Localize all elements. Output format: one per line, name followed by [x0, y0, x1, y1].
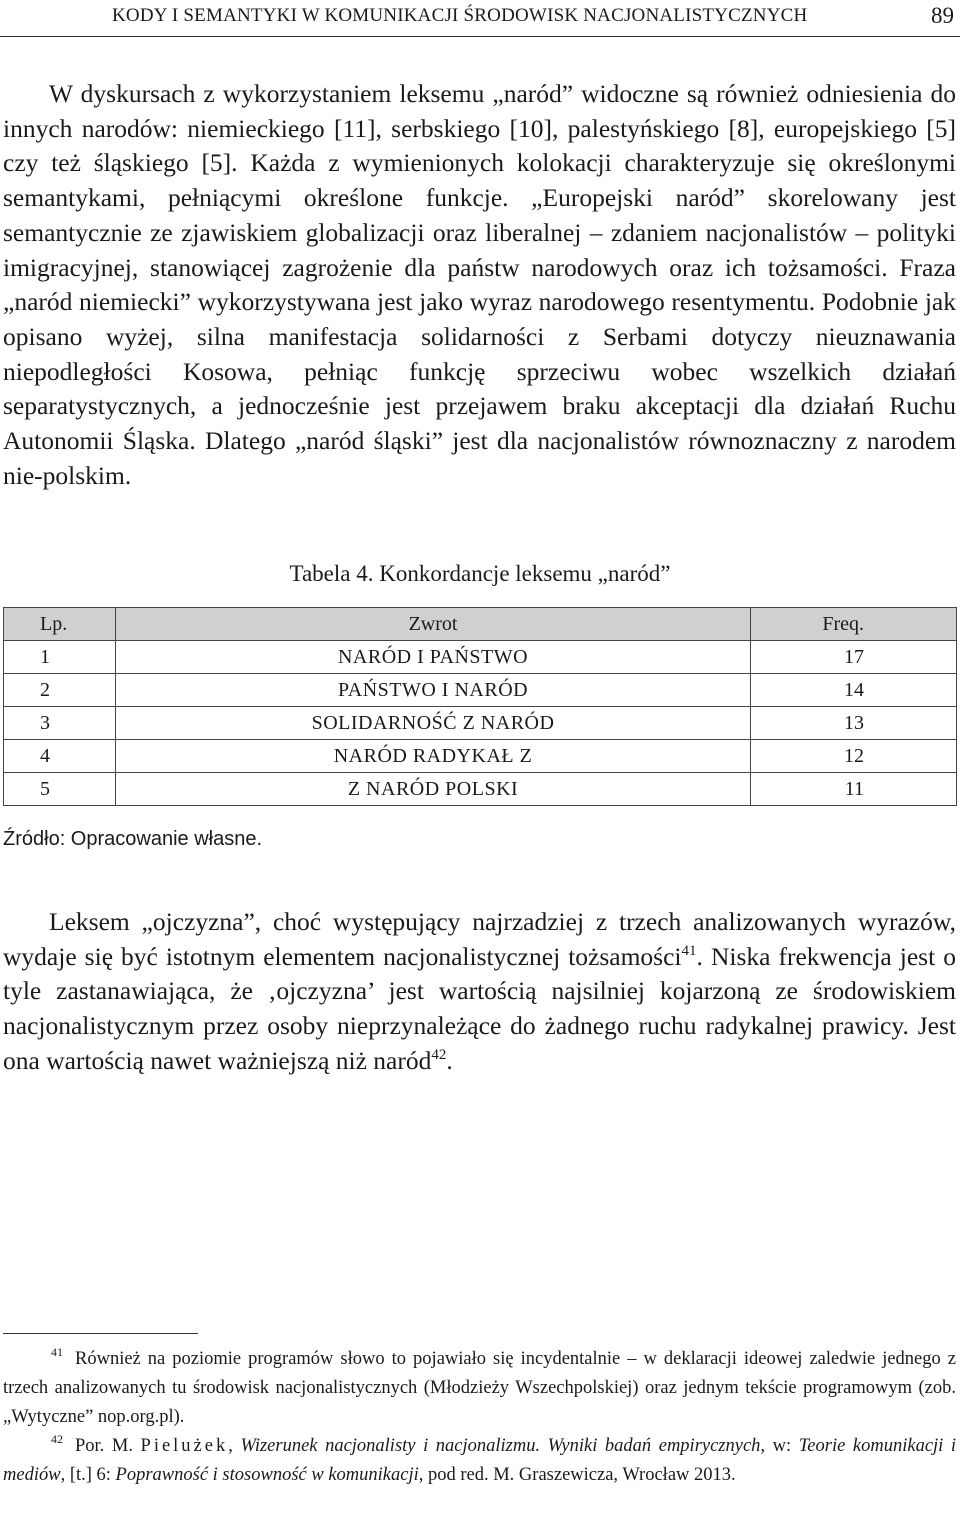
page-number: 89	[931, 3, 954, 28]
footnote-42-rest: , pod red. M. Graszewicza, Wrocław 2013.	[418, 1465, 736, 1485]
footnote-41-text: Również na poziomie programów słowo to pojawiało się incydentalnie – w deklaracji ideowej zaledwie jednego z trzech analizowanych tu środowisk nacjonalistycznych (Młodzieży Wszechpolskiej) oraz jednym tekście programowym (zob. „Wytyczne” nop.org.pl).	[3, 1349, 956, 1427]
paragraph-2-text-b: . Niska frekwencja jest o tyle zastanawiająca, że ‚ojczyzna’ jest wartością najsilniej kojarzoną ze środowiskiem nacjonalistycznym przez osoby nieprzynależące do żadnego ruchu radykalnej prawicy. Jest ona wartością nawet ważniejszą niż naród	[3, 941, 956, 1075]
table-row	[4, 740, 957, 773]
column-header-zwrot: Zwrot	[115, 608, 750, 641]
column-header-lp: Lp.	[4, 608, 116, 641]
concordance-table	[3, 607, 957, 806]
table-source: Źródło: Opracowanie własne.	[3, 828, 263, 850]
footnote-42-title: Wizerunek nacjonalisty i nacjonalizmu. Wyniki badań empirycznych	[240, 1436, 761, 1456]
running-header	[0, 0, 960, 37]
cell-freq: 12	[751, 740, 957, 773]
footnote-separator	[3, 1333, 198, 1334]
footnote-42-author: Pielużek	[140, 1436, 229, 1456]
cell-zwrot: PAŃSTWO I NARÓD	[115, 674, 750, 707]
paragraph-2-text-a: Leksem „ojczyzna”, choć występujący najrzadziej z trzech analizowanych wyrazów, wydaje się być istotnym elementem nacjonalistycznej tożsamości	[3, 907, 956, 971]
body-paragraph-2	[3, 905, 956, 1079]
footnote-41: 41 Również na poziomie programów słowo to pojawiało się incydentalnie – w deklaracji ideowej zaledwie jednego z trzech analizowanych tu środowisk nacjonalistycznych (Młodzieży Wszechpolskiej) oraz jednym tekście programowym (zob. „Wytyczne” nop.org.pl).	[3, 1345, 956, 1427]
footnote-ref-42[interactable]: 42	[431, 1046, 447, 1063]
footnote-ref-41[interactable]: 41	[681, 942, 697, 959]
cell-zwrot: NARÓD I PAŃSTWO	[115, 641, 750, 674]
running-title: KODY I SEMANTYKI W KOMUNIKACJI ŚRODOWISK NACJONALISTYCZNYCH	[112, 5, 808, 26]
cell-freq: 17	[751, 641, 957, 674]
table-row	[4, 707, 957, 740]
footnote-42-chapter: Poprawność i stosowność w komunikacji	[115, 1465, 419, 1485]
table-row	[4, 674, 957, 707]
cell-freq: 14	[751, 674, 957, 707]
table-caption-text: Tabela 4. Konkordancje leksemu „naród”	[289, 561, 671, 586]
table-caption	[0, 561, 960, 587]
cell-freq: 11	[751, 773, 957, 806]
cell-freq: 13	[751, 707, 957, 740]
footnote-42-w: , w:	[760, 1436, 792, 1456]
cell-zwrot: Z NARÓD POLSKI	[115, 773, 750, 806]
cell-lp: 5	[4, 773, 116, 806]
cell-lp: 1	[4, 641, 116, 674]
body-paragraph-1	[3, 77, 956, 493]
paragraph-1-text: W dyskursach z wykorzystaniem leksemu „naród” widoczne są również odniesienia do innych narodów: niemieckiego [11], serbskiego [10], palestyńskiego [8], europejskiego [5] czy też śląskiego [5]. Każda z wymienionych kolokacji charakteryzuje się określonymi semantykami, pełniącymi określone funkcje. „Europejski naród” skorelowany jest semantycznie ze zjawiskiem globalizacji oraz liberalnej – zdaniem nacjonalistów – polityki imigracyjnej, stanowiącej zagrożenie dla państw narodowych oraz ich tożsamości. Fraza „naród niemiecki” wykorzystywana jest jako wyraz narodowego resentymentu. Podobnie jak opisano wyżej, silna manifestacja solidarności z Serbami dotyczy nieuznawania niepodległości Kosowa, pełniąc funkcję sprzeciwu wobec wszelkich działań separatystycznych, a jednocześnie jest przejawem braku akceptacji dla działań Ruchu Autonomii Śląska. Dlatego „naród śląski” jest dla nacjonalistów równoznaczny z narodem nie-polskim.	[3, 79, 956, 490]
cell-lp: 4	[4, 740, 116, 773]
column-header-freq: Freq.	[751, 608, 957, 641]
footnote-42: 42 Por. M. Pielużek, Wizerunek nacjonalisty i nacjonalizmu. Wyniki badań empirycznych, w: Teorie komunikacji i mediów, [t.] 6: Poprawność i stosowność w komunikacji, pod red. M. Graszewicza, Wrocław 2013.	[3, 1432, 957, 1485]
cell-lp: 3	[4, 707, 116, 740]
cell-lp: 2	[4, 674, 116, 707]
footnote-42-book: Teorie komunikacji i mediów	[3, 1436, 957, 1485]
table-row	[4, 773, 957, 806]
footnote-42-por: Por. M.	[75, 1436, 133, 1456]
table-row	[4, 641, 957, 674]
paragraph-2-text-c: .	[446, 1045, 453, 1075]
footnote-42-vol: , [t.] 6:	[60, 1465, 111, 1485]
cell-zwrot: NARÓD RADYKAŁ Z	[115, 740, 750, 773]
table-header-row	[4, 608, 957, 641]
cell-zwrot: SOLIDARNOŚĆ Z NARÓD	[115, 707, 750, 740]
